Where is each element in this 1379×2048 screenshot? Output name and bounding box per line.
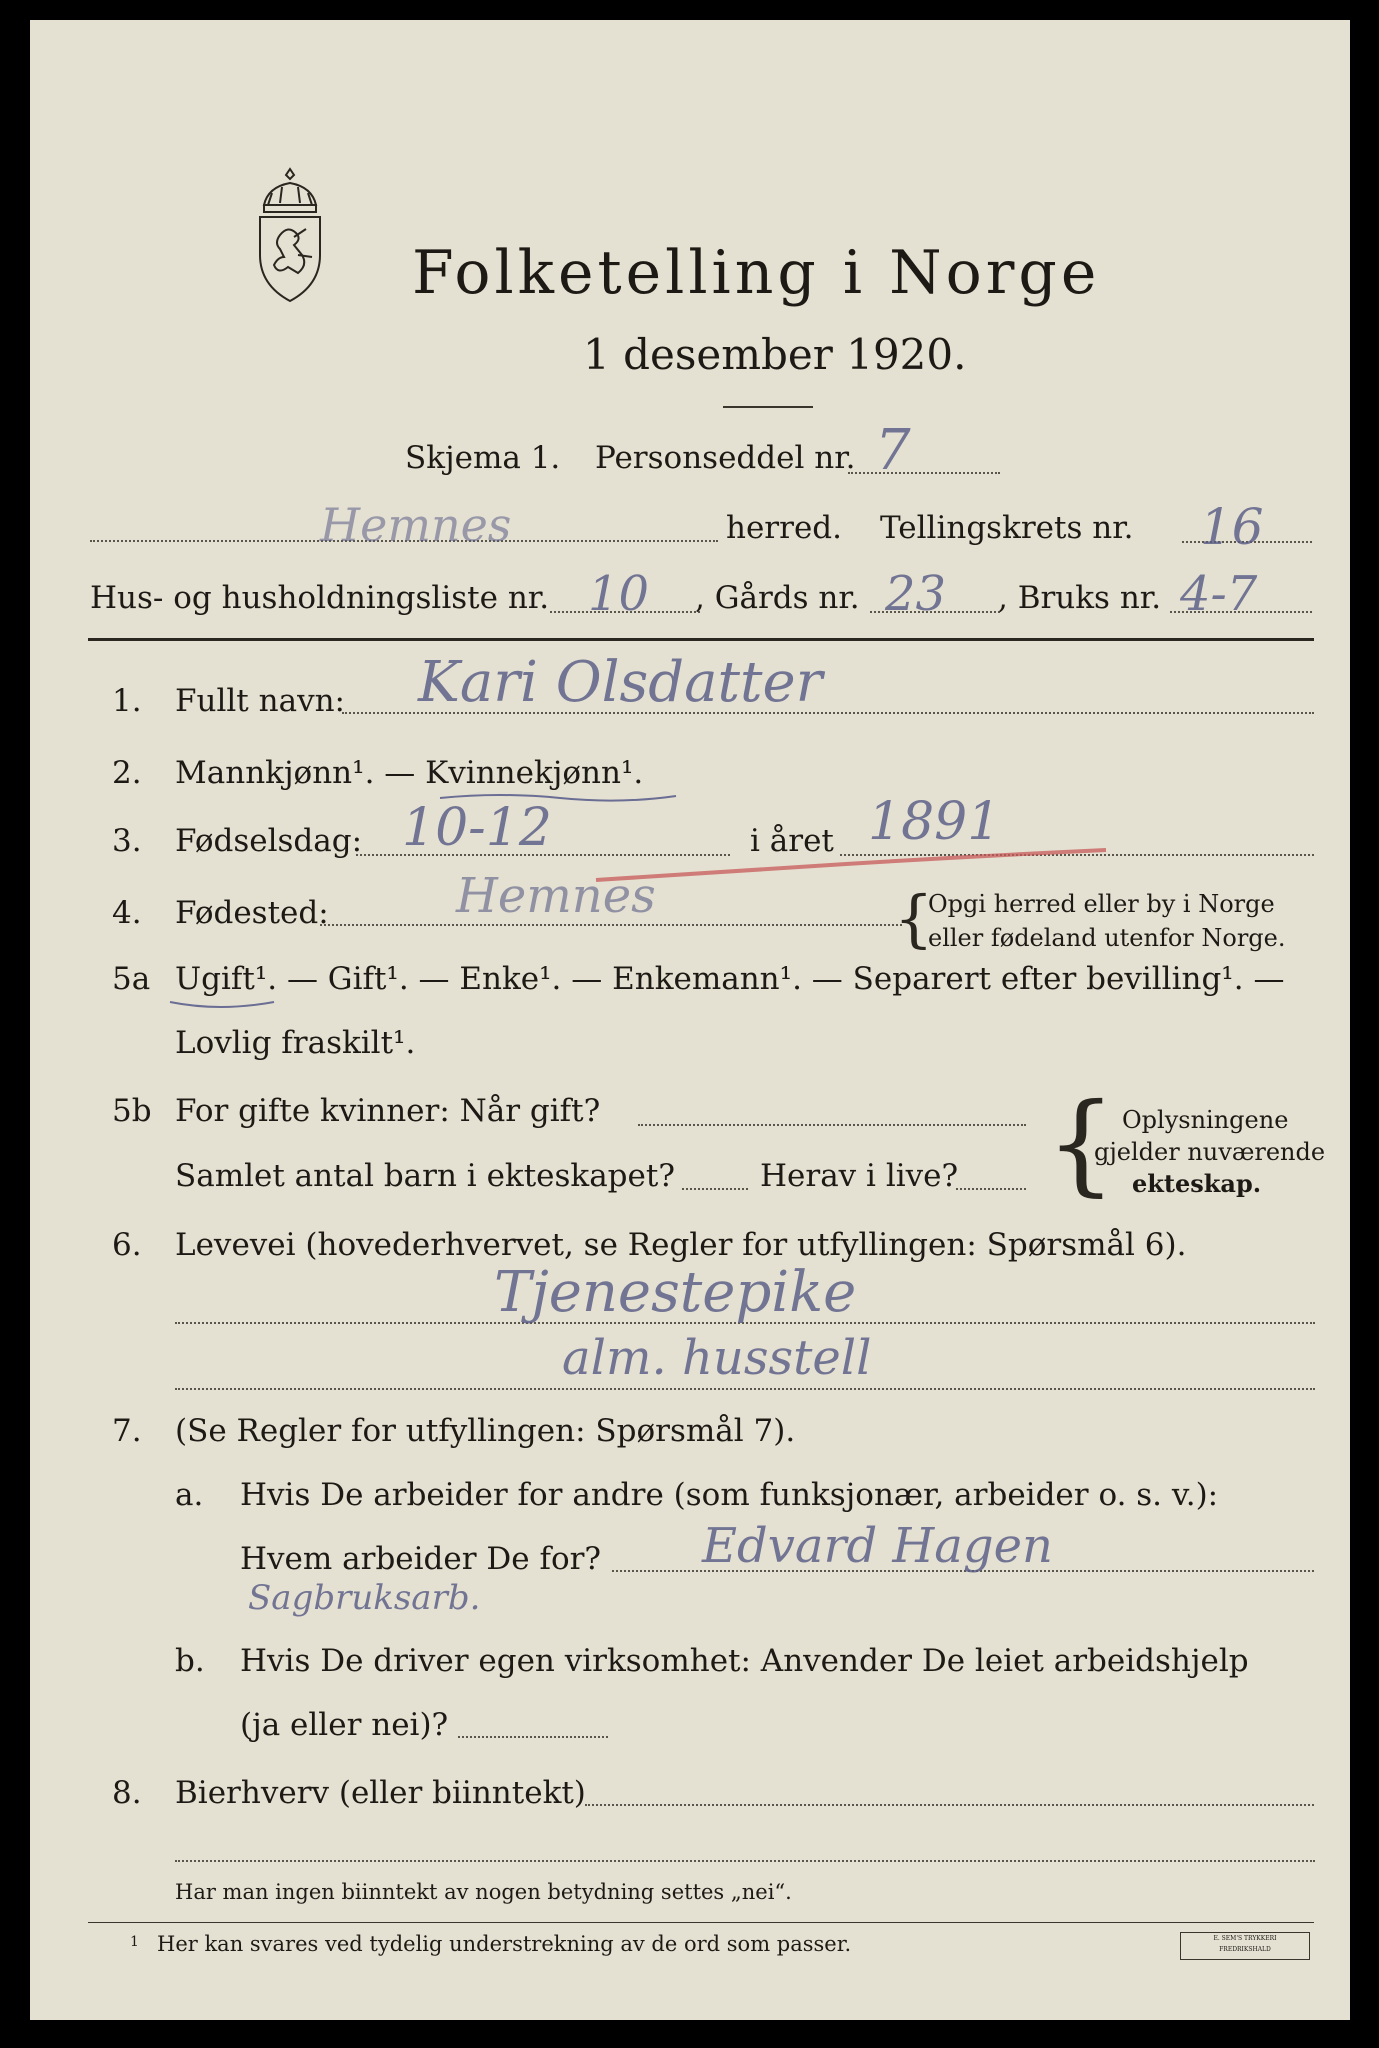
q4-note-line2: eller fødeland utenfor Norge. bbox=[928, 924, 1286, 952]
q8-label: Bierhverv (eller biinntekt) bbox=[175, 1775, 586, 1811]
census-form-page bbox=[30, 20, 1350, 2020]
printer-mark bbox=[1180, 1932, 1310, 1960]
q5b-married-label: For gifte kvinner: Når gift? bbox=[175, 1093, 601, 1129]
q5b-note-line3: ekteskap. bbox=[1132, 1169, 1262, 1198]
page-title: Folketelling i Norge bbox=[412, 238, 1101, 308]
q5a-civil-status-options: Ugift¹. — Gift¹. — Enke¹. — Enkemann¹. — Separert efter bevilling¹. — bbox=[175, 961, 1285, 997]
q5b-note-brace: { bbox=[1046, 1079, 1116, 1207]
title-divider bbox=[723, 406, 813, 408]
q3-year-label: i året bbox=[750, 823, 834, 859]
q7a-letter: a. bbox=[175, 1477, 204, 1513]
q6-occupation-value[interactable]: Tjenestepike bbox=[494, 1260, 857, 1325]
skjema-label: Skjema 1. bbox=[405, 440, 561, 476]
q7b-line2: (ja eller nei)? bbox=[240, 1707, 449, 1743]
footnote-mark: 1 bbox=[130, 1934, 139, 1950]
q4-label: Fødested: bbox=[175, 895, 329, 931]
q7b-line1: Hvis De driver egen virksomhet: Anvender De leiet arbeidshjelp bbox=[240, 1643, 1249, 1679]
q5b-children-field-line bbox=[682, 1188, 748, 1190]
herred-label: herred. bbox=[726, 510, 842, 546]
header-divider bbox=[88, 638, 1314, 641]
q7a-employer-value-2[interactable]: Sagbruksarb. bbox=[248, 1578, 481, 1618]
q5b-married-field-line bbox=[638, 1124, 1026, 1126]
husholdningsliste-label: Hus- og husholdningsliste nr. bbox=[90, 580, 550, 616]
q7-label: (Se Regler for utfyllingen: Spørsmål 7). bbox=[175, 1413, 796, 1449]
footnote-divider bbox=[88, 1922, 1314, 1923]
q8-field-line bbox=[585, 1804, 1314, 1806]
q5b-alive-label: Herav i live? bbox=[760, 1158, 959, 1194]
bruks-label: , Bruks nr. bbox=[998, 580, 1162, 616]
husholdningsliste-value[interactable]: 10 bbox=[588, 566, 650, 622]
q8-field-line-2 bbox=[175, 1860, 1315, 1862]
herred-value[interactable]: Hemnes bbox=[320, 498, 512, 552]
footnote-text: Her kan svares ved tydelig understrekning av de ord som passer. bbox=[157, 1932, 852, 1956]
q3-number: 3. bbox=[112, 823, 142, 859]
q6-label: Levevei (hovederhvervet, se Regler for utfyllingen: Spørsmål 6). bbox=[175, 1227, 1187, 1263]
q5b-note-line1: Oplysningene bbox=[1122, 1106, 1289, 1134]
footer-note: Har man ingen biinntekt av nogen betydning settes „nei“. bbox=[175, 1880, 792, 1904]
personseddel-field-line bbox=[848, 472, 1000, 474]
q7a-line1: Hvis De arbeider for andre (som funksjonær, arbeider o. s. v.): bbox=[240, 1477, 1219, 1513]
q6-field-line-2 bbox=[175, 1388, 1315, 1390]
printer-mark-line2: FREDRIKSHALD bbox=[1219, 1946, 1271, 1953]
q3-year-value[interactable]: 1891 bbox=[868, 792, 1001, 852]
q5a-ugift-underline bbox=[168, 996, 278, 1010]
q7-number: 7. bbox=[112, 1413, 142, 1449]
q2-gender-options: Mannkjønn¹. — Kvinnekjønn¹. bbox=[175, 755, 644, 791]
q1-name-value[interactable]: Kari Olsdatter bbox=[418, 650, 823, 715]
q8-number: 8. bbox=[112, 1775, 142, 1811]
tellingskrets-value[interactable]: 16 bbox=[1200, 498, 1264, 556]
q7b-field-line bbox=[458, 1736, 608, 1738]
q3-label: Fødselsdag: bbox=[175, 823, 363, 859]
red-pencil-mark bbox=[590, 846, 1110, 886]
census-date: 1 desember 1920. bbox=[583, 330, 967, 379]
q2-number: 2. bbox=[112, 755, 142, 791]
q4-field-line bbox=[320, 924, 902, 926]
tellingskrets-label: Tellingskrets nr. bbox=[880, 510, 1134, 546]
q5b-children-label: Samlet antal barn i ekteskapet? bbox=[175, 1158, 675, 1194]
q6-occupation-value-2[interactable]: alm. husstell bbox=[562, 1330, 872, 1386]
bruks-value[interactable]: 4-7 bbox=[1180, 566, 1258, 622]
q4-note-brace: { bbox=[894, 882, 934, 955]
printer-mark-line1: E. SEM'S TRYKKERI bbox=[1213, 1935, 1277, 1942]
q5a-number: 5a bbox=[112, 961, 151, 997]
personseddel-value[interactable]: 7 bbox=[875, 418, 911, 483]
q5a-civil-status-line2: Lovlig fraskilt¹. bbox=[175, 1025, 416, 1061]
q1-label: Fullt navn: bbox=[175, 683, 345, 719]
q5b-number: 5b bbox=[112, 1093, 152, 1129]
q4-birthplace-value[interactable]: Hemnes bbox=[456, 868, 656, 924]
q7b-letter: b. bbox=[175, 1643, 205, 1679]
q5b-note-line2: gjelder nuværende bbox=[1094, 1138, 1326, 1166]
q4-note-line1: Opgi herred eller by i Norge bbox=[928, 890, 1275, 918]
norwegian-coat-of-arms-icon bbox=[250, 165, 330, 305]
gards-value[interactable]: 23 bbox=[885, 566, 947, 622]
q7a-employer-value[interactable]: Edvard Hagen bbox=[702, 1518, 1053, 1574]
q1-number: 1. bbox=[112, 683, 142, 719]
q3-birthdate-value[interactable]: 10-12 bbox=[402, 798, 552, 858]
q4-number: 4. bbox=[112, 895, 142, 931]
q6-number: 6. bbox=[112, 1227, 142, 1263]
q5b-alive-field-line bbox=[956, 1188, 1026, 1190]
q7a-employer-label: Hvem arbeider De for? bbox=[240, 1541, 602, 1577]
personseddel-label: Personseddel nr. bbox=[595, 440, 856, 476]
gards-label: , Gårds nr. bbox=[695, 580, 860, 616]
